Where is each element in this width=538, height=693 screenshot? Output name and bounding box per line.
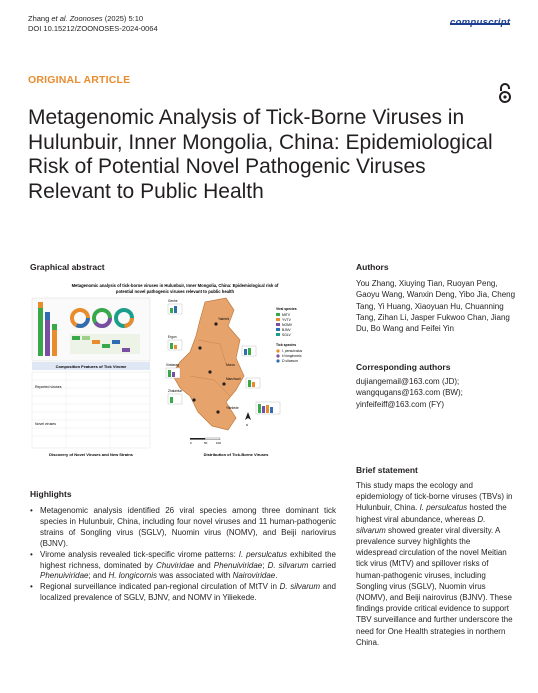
compuscript-logo	[450, 12, 512, 28]
virus-table-rows	[32, 372, 150, 448]
place-label: Yiliekede	[226, 406, 239, 410]
highlights-heading: Highlights	[30, 489, 72, 499]
legend-item: D.silvarum	[282, 359, 299, 363]
highlight-text: Regional surveillance indicated pan-regional circulation of MtTV in	[40, 582, 280, 592]
highlight-text: ; and	[88, 571, 109, 581]
highlight-text: and	[194, 560, 214, 570]
corresponding-authors-heading: Corresponding authors	[356, 362, 451, 372]
highlight-text: Virome analysis revealed tick-specific virome patterns:	[40, 549, 239, 559]
highlight-text: carried	[308, 560, 336, 570]
ga-right-caption: Distribution of Tick-Borne Viruses	[203, 452, 269, 457]
author-list: You Zhang, Xiuying Tian, Ruoyan Peng, Gaoyu Wang, Wanxin Deng, Yibo Jia, Cheng Tang, Yi Huang, Xiaoyuan Hu, Chuanning Tang, Zihan Li, Jasper Fukwoo Chan, Jiang Du, Bo Wang and Feifei Yin	[356, 279, 516, 334]
brief-text: hosted the highest viral abundance, whereas	[356, 503, 507, 524]
brief-statement-text	[356, 480, 513, 648]
place-label: Ergun	[168, 335, 177, 339]
brief-text: I. persulcatus	[419, 503, 468, 513]
highlight-text: ;	[262, 560, 268, 570]
place-label: Genhe	[168, 299, 178, 303]
highlight-text: was associated with	[156, 571, 233, 581]
place-label: Manzhouli	[226, 377, 241, 381]
table-group-novel: Novel viruses	[35, 422, 57, 426]
citation-line: Zhang et al. Zoonoses (2025) 5:10	[28, 14, 144, 23]
legend-item: YVTV	[282, 318, 291, 322]
highlight-text: Phenuiviridae	[213, 560, 263, 570]
authors-heading: Authors	[356, 262, 389, 272]
ga-figure-title-1: Metagenomic analysis of tick-borne viruses in Hulunbuir, Inner Mongolia, China: Epidemiological risk of	[71, 283, 279, 288]
highlight-item	[30, 506, 336, 550]
highlight-text: D. silvarum	[279, 582, 320, 592]
brief-text: D. silvarum	[356, 514, 486, 535]
highlight-text: Phenuiviridae	[40, 571, 89, 581]
highlight-text: exhibited the highest richness, dominated by	[40, 549, 337, 570]
legend-item: NOMV	[282, 323, 293, 327]
email-link[interactable]: dujiangemail@163.com (JD);	[356, 377, 460, 386]
table-group-reported: Reported viruses	[35, 385, 62, 389]
map-legend	[276, 307, 302, 363]
highlights-list	[30, 506, 336, 604]
article-title: Metagenomic Analysis of Tick-Borne Viruses in Hulunbuir, Inner Mongolia, China: Epidemiological Risk of Potential Novel Pathogenic Viruses Relevant to Public Health	[28, 106, 493, 203]
highlight-text: Metagenomic analysis identified 26 viral species among three dominant tick species in Hulunbuir, China, including four novel viruses and 11 human-pathogenic strains of Songling virus (SGLV), Nuomin virus (NOMV), and Beiji nariovirus (BJNV).	[40, 506, 336, 548]
email-link[interactable]: wangqugans@163.com (BW);	[356, 388, 463, 398]
highlight-text: Nairoviridae	[232, 571, 276, 581]
ga-left-caption: Discovery of Novel Viruses and New Strains	[49, 452, 133, 457]
map-scale-bar	[190, 438, 221, 445]
graphical-abstract-svg	[30, 280, 320, 466]
highlight-text: .	[275, 571, 278, 581]
highlight-text: D. silvarum	[267, 560, 309, 570]
svg-text:0: 0	[190, 441, 192, 445]
svg-text:50: 50	[204, 441, 208, 445]
email-link[interactable]: yinfeifeiff@163.com (FY)	[356, 399, 445, 409]
highlight-text: I. persulcatus	[238, 549, 288, 559]
doi-line[interactable]: DOI 10.15212/ZOONOSES-2024-0064	[28, 24, 158, 33]
highlight-item	[30, 550, 336, 583]
brief-text: This study maps the ecology and epidemiology of tick-borne viruses (TBVs) in Hulunbuir, China.	[356, 481, 513, 513]
journal-citation	[28, 14, 158, 34]
corresponding-emails	[356, 376, 516, 410]
place-label: Yakeshi	[218, 317, 230, 321]
legend-item: H.longicornis	[282, 354, 302, 358]
ga-left-panel-label: Composition Features of Tick Virome	[55, 364, 127, 369]
ga-figure-title-2: potential novel pathogenic viruses relevant to public health	[115, 289, 235, 294]
graphical-abstract-figure	[30, 280, 320, 466]
legend-tick-title: Tick species	[276, 343, 297, 347]
place-label: Moron	[226, 363, 236, 367]
legend-item: SGLV	[282, 333, 291, 337]
highlight-text: H. longicornis	[108, 571, 157, 581]
legend-item: MtTV	[282, 313, 291, 317]
highlight-text: and localized prevalence of SGLV, BJNV, and NOMV in Yiliekede.	[40, 582, 336, 603]
legend-item: I. persulcatus	[282, 349, 303, 353]
heatmap-cells	[70, 334, 140, 354]
place-label: Zhalantun	[168, 389, 183, 393]
svg-text:100: 100	[216, 441, 222, 445]
highlight-item	[30, 582, 336, 604]
graphical-abstract-heading: Graphical abstract	[30, 262, 105, 272]
article-type: ORIGINAL ARTICLE	[28, 74, 131, 86]
legend-item: BJNV	[282, 328, 291, 332]
open-access-icon	[497, 82, 513, 104]
legend-viral-title: Viral species	[276, 307, 297, 311]
brief-text: showed greater viral diversity. A prevalence survey highlights the widespread circulation of the novel Meitian tick virus (MtTV) and spillover risks of human-pathogenic viruses, including Songling virus (SGLV), Nuomin virus (NOMV), and Beiji nairovirus (BJNV). These findings provide critical evidence to support TBV surveillance and further underscore the need for One Health strategies in northern China.	[356, 525, 513, 647]
place-label: Xinbarag	[166, 363, 179, 367]
brief-statement-heading: Brief statement	[356, 465, 418, 475]
svg-text:N: N	[246, 423, 249, 427]
highlight-text: Chuviridae	[155, 560, 195, 570]
logo-underline	[450, 23, 510, 25]
north-arrow-icon	[245, 412, 251, 427]
